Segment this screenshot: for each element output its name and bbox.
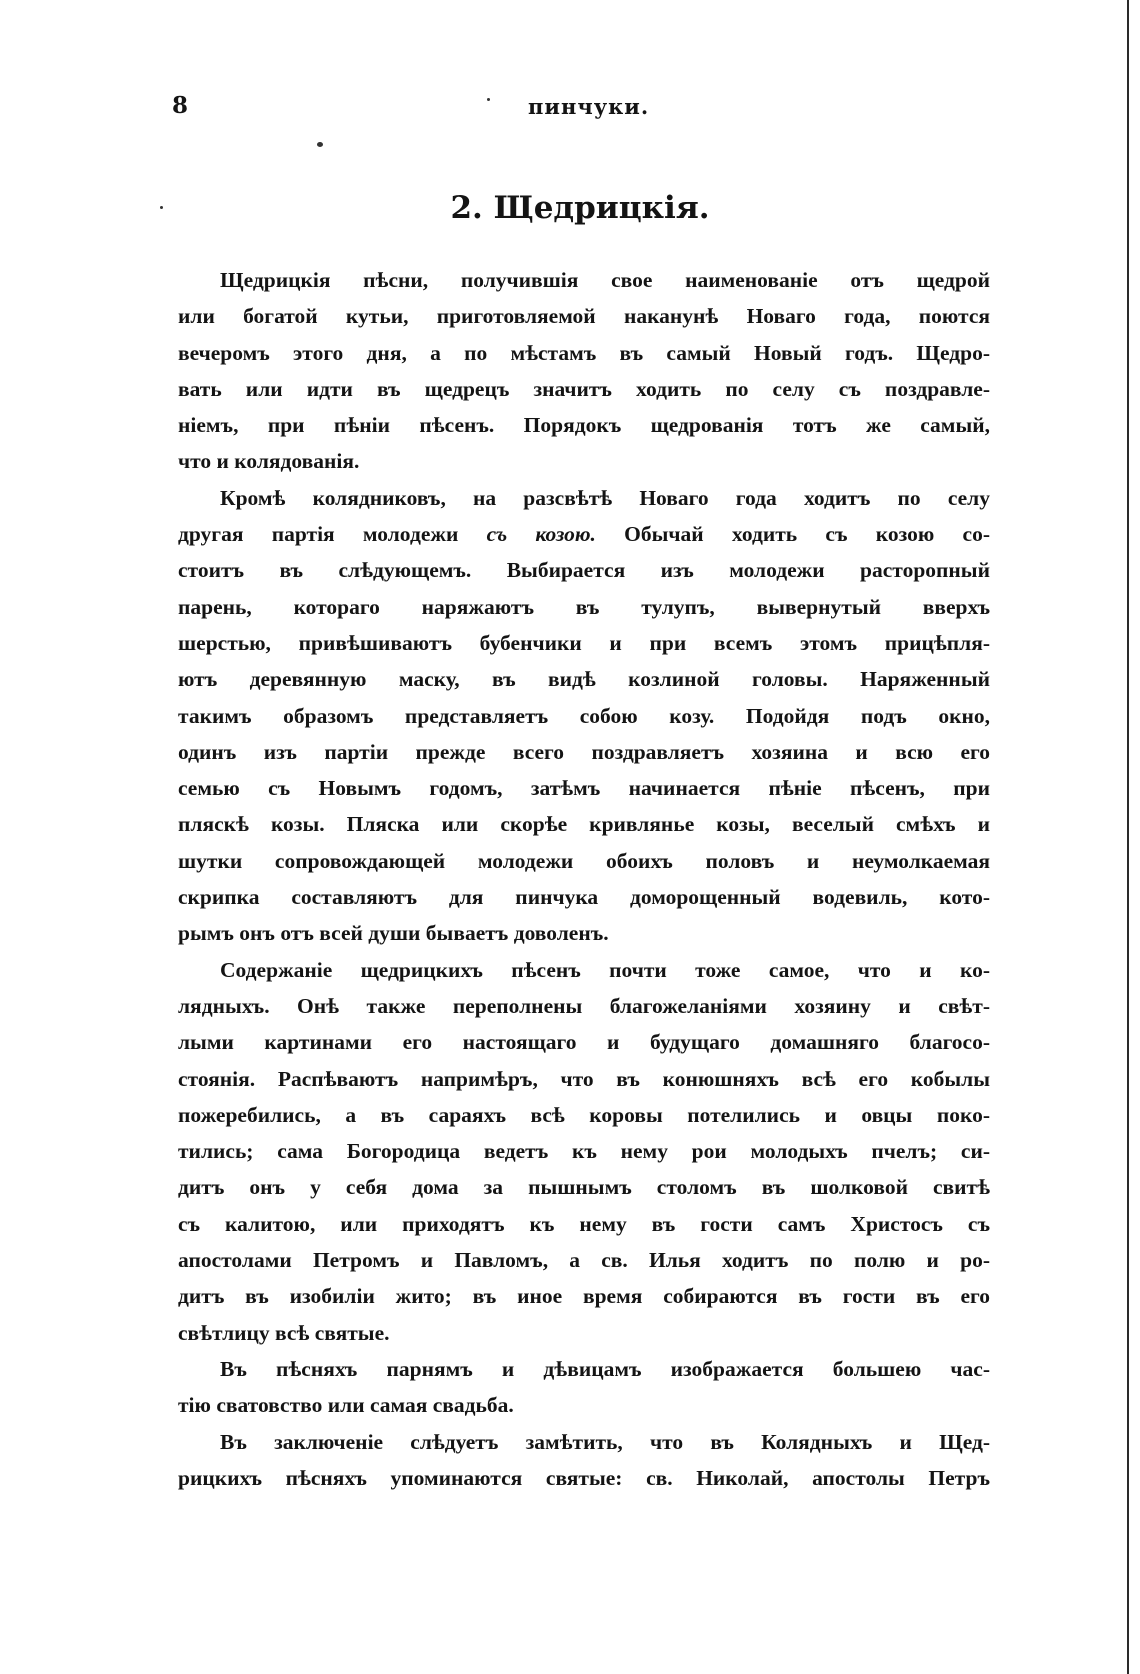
body-text (178, 262, 990, 1496)
text-line: ютъ деревянную маску, въ видѣ козлиной головы. Наряженный (178, 667, 990, 692)
text-line: Щедрицкія пѣсни, получившія свое наименованіе отъ щедрой (220, 268, 990, 292)
text-line: лыми картинами его настоящаго и будущаго домашняго благосо- (178, 1030, 990, 1055)
text-line: вечеромъ этого дня, а по мѣстамъ въ самый Новый годъ. Щедро- (178, 340, 990, 365)
text-line: что и колядованія. (178, 449, 360, 474)
paragraph-1 (178, 262, 990, 480)
text-line: шерстью, привѣшиваютъ бубенчики и при всемъ этомъ прицѣпля- (178, 630, 990, 655)
text-line: пляскѣ козы. Пляска или скорѣе кривлянье козы, веселый смѣхъ и (178, 812, 990, 837)
text-line: рымъ онъ отъ всей души бываетъ доволенъ. (178, 921, 609, 946)
text-line: или богатой кутьи, приготовляемой наканунѣ Новаго года, поются (178, 304, 990, 329)
text-line: съ калитою, или приходятъ къ нему въ гости самъ Христосъ съ (178, 1211, 990, 1236)
text-line: Содержаніе щедрицкихъ пѣсенъ почти тоже самое, что и ко- (220, 957, 990, 982)
text-line: скрипка составляютъ для пинчука доморощенный водевиль, кото- (178, 885, 990, 910)
text-line: дитъ онъ у себя дома за пышнымъ столомъ въ шолковой свитѣ (178, 1175, 990, 1200)
running-title: пинчуки. (528, 94, 650, 119)
text-line: ніемъ, при пѣніи пѣсенъ. Порядокъ щедрованія тотъ же самый, (178, 413, 990, 438)
paragraph-5 (178, 1424, 990, 1497)
section-heading: 2. Щедрицкія. (450, 190, 710, 226)
text-line: парень, котораго наряжаютъ въ тулупъ, вывернутый вверхъ (178, 594, 990, 619)
paragraph-4 (178, 1351, 990, 1424)
text-line: Въ заключеніе слѣдуетъ замѣтить, что въ Колядныхъ и Щед- (220, 1429, 990, 1454)
text-line: стоянія. Распѣваютъ напримѣръ, что въ конюшняхъ всѣ его кобылы (178, 1066, 990, 1091)
print-speck (487, 98, 490, 101)
text-line: одинъ изъ партіи прежде всего поздравляетъ хозяина и всю его (178, 739, 990, 764)
text-line: Въ пѣсняхъ парнямъ и дѣвицамъ изображается большею час- (220, 1356, 990, 1381)
text-line: такимъ образомъ представляетъ собою козу. Подойдя подъ окно, (178, 703, 990, 728)
text-line: апостолами Петромъ и Павломъ, а св. Илья ходитъ по полю и ро- (178, 1248, 990, 1273)
print-speck (160, 206, 163, 209)
text-line: семью съ Новымъ годомъ, затѣмъ начинается пѣніе пѣсенъ, при (178, 776, 990, 801)
running-header (168, 92, 988, 128)
text-line: пожеребились, а въ сараяхъ всѣ коровы потелились и овцы поко- (178, 1102, 990, 1127)
text-line: тію сватовство или самая свадьба. (178, 1393, 514, 1418)
text-line: тились; сама Богородица ведетъ къ нему рои молодыхъ пчелъ; си- (178, 1139, 990, 1164)
paragraph-2 (178, 480, 990, 952)
text-line: стоитъ въ слѣдующемъ. Выбирается изъ молодежи расторопный (178, 558, 990, 583)
text-fragment: Обычай ходить съ козою со- (595, 522, 991, 547)
text-fragment: другая партія молодежи (178, 522, 487, 547)
text-line: вать или идти въ щедрецъ значитъ ходить по селу съ поздравле- (178, 376, 990, 401)
text-line: шутки сопровождающей молодежи обоихъ половъ и неумолкаемая (178, 848, 990, 873)
text-line-with-italic (178, 516, 990, 552)
paragraph-3 (178, 952, 990, 1351)
text-line: рицкихъ пѣсняхъ упоминаются святые: св. Николай, апостолы Петръ (178, 1465, 990, 1490)
print-speck (317, 142, 323, 147)
text-line: лядныхъ. Онѣ также переполнены благожеланіями хозяину и свѣт- (178, 993, 990, 1018)
text-line: свѣтлицу всѣ святые. (178, 1320, 390, 1345)
text-line: Кромѣ колядниковъ, на разсвѣтѣ Новаго года ходитъ по селу (220, 485, 990, 510)
italic-phrase: съ козою. (486, 522, 596, 547)
text-line: дитъ въ изобиліи жито; въ иное время собираются въ гости въ его (178, 1284, 990, 1309)
page-number: 8 (172, 92, 189, 119)
page-edge-line (1127, 0, 1129, 1674)
